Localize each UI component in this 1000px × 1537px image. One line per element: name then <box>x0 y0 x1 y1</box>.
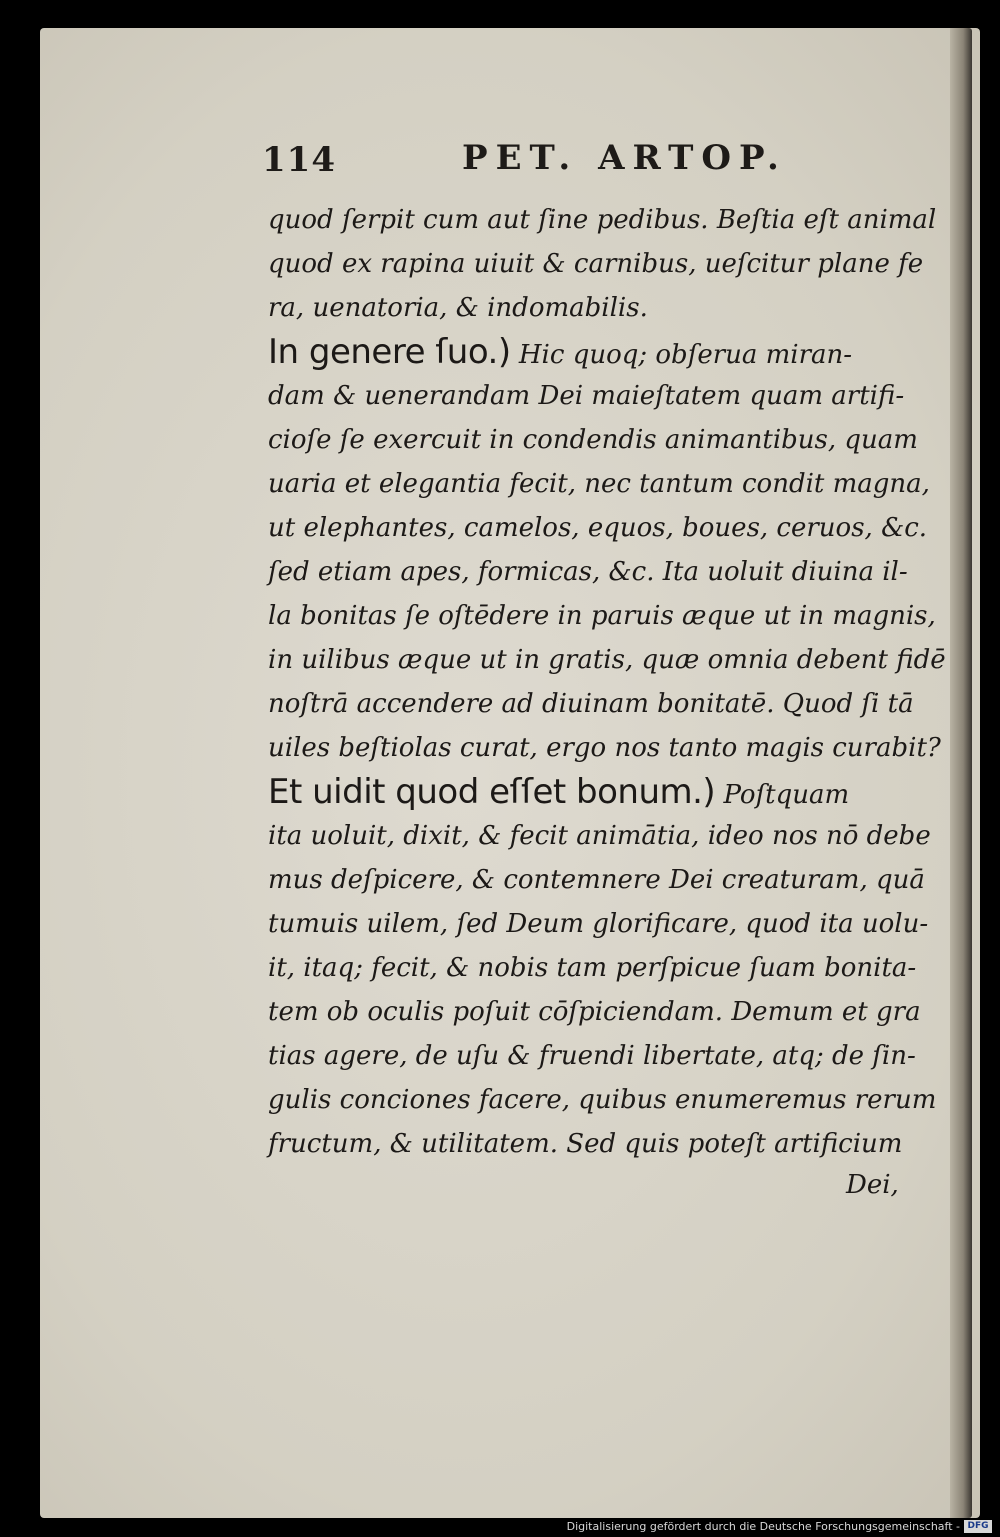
running-head: PET. ARTOP. <box>462 138 787 178</box>
paragraph-1-first-line <box>268 330 928 374</box>
text-line: uaria et elegantia fecit, nec tantum condit magna, <box>268 469 930 499</box>
text-line: uiles beſtiolas curat, ergo nos tanto magis curabit? <box>268 733 941 763</box>
text-line: fructum, & utilitatem. Sed quis poteſt artificium <box>268 1129 903 1159</box>
text-line: dam & uenerandam Dei maieſtatem quam artifi- <box>268 381 905 411</box>
text-line: noſtrā accendere ad diuinam bonitatē. Quod ſi tā <box>268 689 914 719</box>
text-line: cioſe ſe exercuit in condendis animantibus, quam <box>268 425 918 455</box>
text-line: ra, uenatoria, & indomabilis. <box>268 293 648 323</box>
text-line: quod ſerpit cum aut ſine pedibus. Beſtia eſt animal <box>268 205 937 235</box>
catchword: Dei, <box>846 1170 899 1200</box>
text-line: ut elephantes, camelos, equos, boues, ceruos, &c. <box>268 513 928 543</box>
body-text <box>268 198 946 1166</box>
text-line: ſed etiam apes, formicas, &c. Ita uoluit diuina il- <box>268 557 908 587</box>
text-line: ita uoluit, dixit, & fecit animātia, ideo nos nō debe <box>268 821 931 851</box>
lemma-in-genere-suo: In genere ſuo.) <box>268 332 511 372</box>
paragraph-2-first-line <box>268 770 928 814</box>
text-run: Hic quoq; obſerua miran- <box>518 340 853 370</box>
page-header <box>262 138 822 188</box>
text-line: gulis conciones facere, quibus enumeremus rerum <box>268 1085 937 1115</box>
lemma-et-uidit: Et uidit quod eſſet bonum.) <box>268 772 716 812</box>
text-line: in uilibus æque ut in gratis, quæ omnia debent fidē <box>268 645 946 675</box>
text-line: tumuis uilem, ſed Deum glorificare, quod ita uolu- <box>268 909 929 939</box>
dfg-logo-icon: DFG <box>964 1520 992 1533</box>
text-line: it, itaq; fecit, & nobis tam perſpicue ſuam bonita- <box>268 953 917 983</box>
text-line: la bonitas ſe oſtēdere in paruis æque ut in magnis, <box>268 601 936 631</box>
text-line: mus deſpicere, & contemnere Dei creaturam, quā <box>268 865 925 895</box>
text-line: tias agere, de uſu & fruendi libertate, atq; de ſin- <box>268 1041 916 1071</box>
text-line: quod ex rapina uiuit & carnibus, ueſcitur plane fe <box>268 249 924 279</box>
page-number: 114 <box>262 140 336 180</box>
dfg-credit-text: Digitalisierung gefördert durch die Deutsche Forschungsgemeinschaft - <box>566 1520 960 1533</box>
page-gutter <box>950 28 972 1518</box>
text-line: tem ob oculis poſuit cōſpiciendam. Demum et gra <box>268 997 921 1027</box>
digitization-footer <box>0 1518 1000 1537</box>
text-run: Poſtquam <box>723 780 850 810</box>
